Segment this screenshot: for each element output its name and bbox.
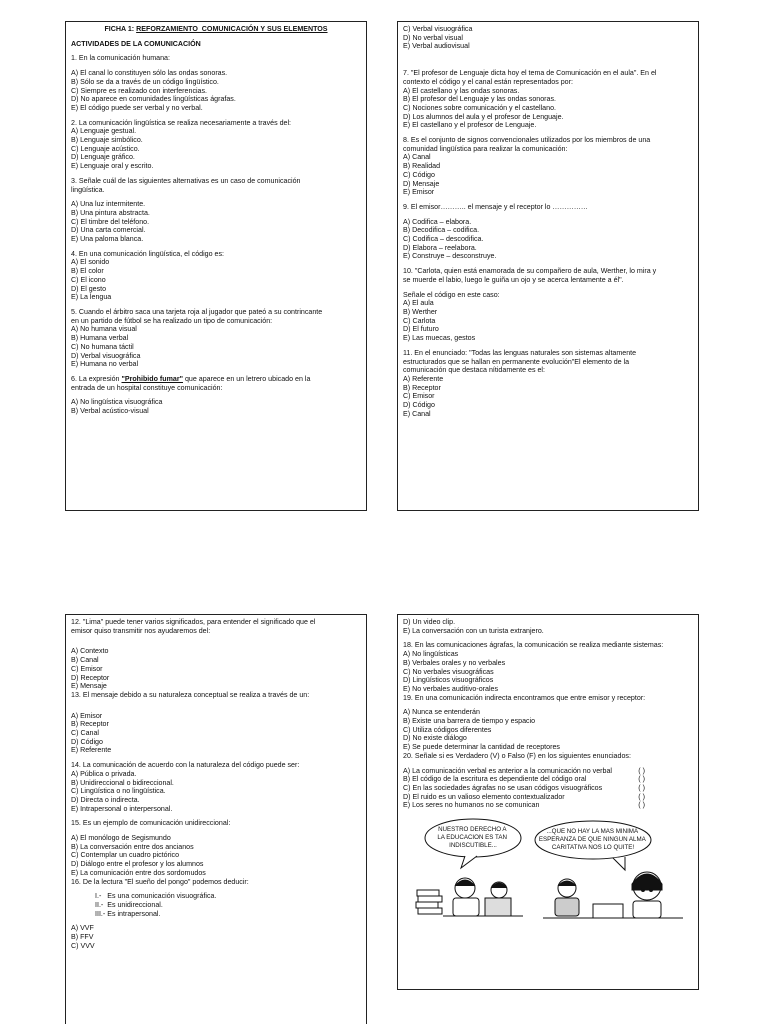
question-13 (71, 691, 361, 700)
question-18-options-line: A) No lingüísticas (403, 650, 459, 659)
question-8-options-line: A) Canal (403, 153, 431, 162)
question-8-line: 8. Es el conjunto de signos convencionales utilizados por los miembros de una (403, 136, 651, 145)
question-8-options-line: C) Código (403, 170, 435, 179)
question-18-options-line: E) No verbales auditivo-orales (403, 684, 499, 693)
question-8-options (403, 153, 693, 197)
question-10-line: 10. "Carlota, quien está enamorada de su compañero de aula, Werther, lo mira y (403, 267, 657, 276)
question-9-options-line: E) Construye – desconstruye. (403, 252, 497, 261)
question-4-options-line: C) El icono (71, 275, 106, 284)
question-13-options-line: C) Canal (71, 729, 99, 738)
question-14 (71, 761, 361, 770)
question-4-line: 4. En una comunicación lingüística, el código es: (71, 249, 225, 258)
question-15-options (71, 834, 361, 878)
tf-answer-box[interactable]: ( ) (638, 775, 645, 784)
question-20 (403, 752, 693, 761)
question-20-statements (403, 767, 693, 811)
question-11-line: estructurados que se hallan en permanente evolución"El elemento de la (403, 357, 630, 366)
question-13-line: 13. El mensaje debido a su naturaleza conceptual se realiza a través de un: (71, 690, 310, 699)
question-16-items (71, 892, 361, 918)
question-13-options-line: A) Emisor (71, 711, 103, 720)
question-5-line: 5. Cuando el árbitro saca una tarjeta roja al jugador que pateó a su contrincante (71, 307, 323, 316)
worksheet-panel-1 (65, 21, 367, 511)
question-7-line: contexto el código y el canal están representados por: (403, 77, 573, 86)
question-16-items-line: III.- Es intrapersonal. (95, 909, 161, 918)
tf-statement-text: D) El ruido es un valioso elemento contextualizador (403, 792, 565, 801)
question-18-options-line: D) Lingüísticos visuográficos (403, 676, 494, 685)
question-5-options (71, 325, 361, 369)
question-11-options-line: C) Emisor (403, 392, 435, 401)
question-10-options-line: A) El aula (403, 299, 434, 308)
question-15-options-line: C) Contemplar un cuadro pictórico (71, 851, 180, 860)
question-18-options-line: C) No verbales visuográficas (403, 667, 494, 676)
question-9-options-line: A) Codifica – elabora. (403, 217, 472, 226)
question-11-options-line: B) Receptor (403, 383, 441, 392)
question-16-items-line: I.- Es una comunicación visuográfica. (95, 892, 217, 901)
question-1-options-line: A) El canal lo constituyen sólo las ondas sonoras. (71, 69, 228, 78)
question-12 (71, 618, 361, 635)
question-11-line: comunicación que destaca nítidamente es el: (403, 366, 545, 375)
question-16-options-line: B) FFV (71, 933, 94, 942)
question-1-line: 1. En la comunicación humana: (71, 54, 170, 63)
tf-answer-box[interactable]: ( ) (638, 801, 645, 810)
question-14-options (71, 770, 361, 814)
question-19-options-line: B) Existe una barrera de tiempo y espacio (403, 717, 536, 726)
bubble-right-line-3: CARITATIVA NOS LO QUITE! (551, 844, 635, 852)
question-9-options (403, 218, 693, 262)
question-7-options-line: A) El castellano y las ondas sonoras. (403, 86, 520, 95)
question-2-line: 2. La comunicación lingüística se realiza necesariamente a través del: (71, 118, 292, 127)
question-9-options-line: B) Decodifica – codifica. (403, 226, 480, 235)
question-6-line2: entrada de un hospital constituye comunicación: (71, 383, 223, 392)
question-10-options-line: B) Werther (403, 307, 438, 316)
question-7 (403, 69, 693, 86)
question-10 (403, 267, 693, 284)
question-15-line: 15. Es un ejemplo de comunicación unidireccional: (71, 819, 231, 828)
question-3 (71, 177, 361, 194)
question-3-line: 3. Señale cuál de las siguientes alternativas es un caso de comunicación (71, 176, 301, 185)
question-6: 6. La expresión "Prohibido fumar" que aparece en un letrero ubicado en la (71, 374, 311, 383)
tf-statement (403, 801, 693, 810)
question-16-options-line: C) VVV (71, 941, 95, 950)
tf-statement-text: E) Los seres no humanos no se comunican (403, 801, 540, 810)
question-6-options-line: A) No lingüística visuográfica (71, 398, 163, 407)
question-1-options-line: D) No aparece en comunidades lingüísticas ágrafas. (71, 95, 236, 104)
question-8-options-line: E) Emisor (403, 188, 435, 197)
bubble-left-line-2: LA EDUCACION ES TAN (437, 834, 507, 842)
question-16-items-line: II.- Es unidireccional. (95, 900, 163, 909)
question-12-options-line: D) Receptor (71, 673, 110, 682)
question-1-options-line: C) Siempre es realizado con interferencias. (71, 86, 208, 95)
question-9-options-line: C) Codifica – descodifica. (403, 235, 484, 244)
question-10-sub-line: Señale el código en este caso: (403, 290, 500, 299)
question-6-options-line: B) Verbal acústico-visual (71, 407, 149, 416)
question-4-options-line: E) La lengua (71, 293, 112, 302)
question-2-options-line: A) Lenguaje gestual. (71, 127, 137, 136)
question-6-options-cont (403, 25, 693, 51)
question-12-options-line: A) Contexto (71, 647, 109, 656)
question-7-options-line: C) Nociones sobre comunicación y el castellano. (403, 103, 556, 112)
question-7-line: 7. "El profesor de Lenguaje dicta hoy el tema de Comunicación en el aula". En el (403, 69, 657, 78)
question-1 (71, 54, 361, 63)
question-15 (71, 819, 361, 828)
question-4-options-line: D) El gesto (71, 284, 107, 293)
question-15-options-line: B) La conversación entre dos ancianos (71, 842, 194, 851)
question-6-options-cont-line: C) Verbal visuográfica (403, 25, 473, 33)
question-2-options-line: D) Lenguaje gráfico. (71, 153, 135, 162)
question-8 (403, 136, 693, 153)
question-1-options-line: B) Sólo se da a través de un código lingüístico. (71, 77, 219, 86)
question-14-line: 14. La comunicación de acuerdo con la naturaleza del código puede ser: (71, 761, 300, 770)
question-11-options-line: E) Canal (403, 409, 431, 418)
question-10-options-line: D) El futuro (403, 325, 439, 334)
question-3-options-line: C) El timbre del teléfono. (71, 217, 150, 226)
question-3-options-line: D) Una carta comercial. (71, 226, 146, 235)
question-4-options-line: A) El sonido (71, 258, 110, 267)
question-18-line: 18. En las comunicaciones ágrafas, la comunicación se realiza mediante sistemas: (403, 641, 664, 650)
tf-statement (403, 775, 693, 784)
worksheet-panel-3 (65, 614, 367, 1024)
question-9 (403, 203, 693, 212)
worksheet-panel-2 (397, 21, 699, 511)
question-13-options-line: E) Referente (71, 746, 112, 755)
question-3-options-line: B) Una pintura abstracta. (71, 208, 150, 217)
question-18-options (403, 650, 693, 694)
question-4-options (71, 258, 361, 302)
question-12-line: emisor quiso transmitir nos ayudaremos del: (71, 626, 211, 635)
question-19 (403, 694, 693, 703)
question-17-options-cont (403, 618, 693, 635)
bubble-right-line-1: ...QUE NO HAY LA MAS MINIMA (546, 828, 638, 836)
question-2-options (71, 127, 361, 171)
worksheet-title: FICHA 1: REFORZAMIENTO COMUNICACIÓN Y SUS ELEMENTOS (104, 25, 328, 33)
question-11-options-line: D) Código (403, 401, 435, 410)
question-2-options-line: B) Lenguaje simbólico. (71, 136, 143, 145)
question-10-sub (403, 291, 693, 300)
question-19-options-line: A) Nunca se entenderán (403, 708, 480, 717)
question-14-options-line: A) Pública o privada. (71, 769, 137, 778)
question-5-options-line: A) No humana visual (71, 325, 137, 334)
question-16-line: 16. De la lectura "El sueño del pongo" podemos deducir: (71, 877, 249, 886)
question-12-options-line: E) Mensaje (71, 682, 107, 691)
question-6-options-cont-line: D) No verbal visual (403, 33, 463, 42)
question-1-options-line: E) El código puede ser verbal y no verbal. (71, 103, 203, 112)
question-8-line: comunidad lingüística para realizar la comunicación: (403, 144, 568, 153)
tf-statement (403, 784, 693, 793)
question-17-options-cont-line: D) Un video clip. (403, 618, 456, 626)
question-16 (71, 878, 361, 887)
question-11-options-line: A) Referente (403, 374, 444, 383)
question-2-options-line: C) Lenguaje acústico. (71, 144, 140, 153)
question-3-options-line: E) Una paloma blanca. (71, 235, 144, 244)
question-11-options (403, 375, 693, 419)
question-12-options-line: B) Canal (71, 656, 99, 665)
question-7-options-line: D) Los alumnos del aula y el profesor de Lenguaje. (403, 112, 564, 121)
question-15-options-line: E) La comunicación entre dos sordomudos (71, 868, 206, 877)
question-11 (403, 349, 693, 375)
question-5-options-line: D) Verbal visuográfica (71, 351, 141, 360)
question-3-options-line: A) Una luz intermitente. (71, 200, 146, 209)
question-5 (71, 308, 361, 325)
question-10-options (403, 299, 693, 343)
question-5-options-line: E) Humana no verbal (71, 360, 139, 369)
question-5-options-line: B) Humana verbal (71, 334, 129, 343)
question-17-options-cont-line: E) La conversación con un turista extranjero. (403, 626, 544, 635)
question-20-line: 20. Señale si es Verdadero (V) o Falso (F) en los siguientes enunciados: (403, 751, 631, 760)
right-children-figure (543, 872, 683, 918)
question-19-options-line: E) Se puede determinar la cantidad de receptores (403, 743, 560, 752)
mafalda-comic (403, 816, 689, 928)
question-18-options-line: B) Verbales orales y no verbales (403, 658, 506, 667)
question-14-options-line: B) Unidireccional o bidireccional. (71, 778, 174, 787)
question-18 (403, 641, 693, 650)
question-14-options-line: C) Lingüística o no lingüística. (71, 787, 166, 796)
tf-statement-text: C) En las sociedades ágrafas no se usan códigos visuográficos (403, 783, 603, 792)
tf-answer-box[interactable]: ( ) (638, 783, 645, 792)
question-9-line: 9. El emisor……….. el mensaje y el receptor lo …………… (403, 202, 588, 211)
svg-text:...QUE NO HAY LA MAS MINIMA (539, 828, 647, 851)
question-11-line: 11. En el enunciado: "Todas las lenguas naturales son sistemas altamente (403, 348, 637, 357)
question-14-options-line: D) Directa o indirecta. (71, 795, 140, 804)
bubble-left-line-1: NUESTRO DERECHO A (438, 826, 507, 834)
worksheet-panel-4 (397, 614, 699, 990)
question-8-options-line: B) Realidad (403, 162, 441, 171)
question-4 (71, 250, 361, 259)
tf-answer-box[interactable]: ( ) (638, 792, 645, 801)
question-12-line: 12. "Lima" puede tener varios significados, para entender el significado que el (71, 618, 316, 626)
question-19-options-line: D) No existe diálogo (403, 734, 467, 743)
question-10-options-line: E) Las muecas, gestos (403, 334, 476, 343)
question-9-options-line: D) Elabora – reelabora. (403, 243, 477, 252)
question-19-options-line: C) Utiliza códigos diferentes (403, 725, 492, 734)
tf-statement-text: A) La comunicación verbal es anterior a la comunicación no verbal (403, 766, 612, 775)
question-13-options-line: D) Código (71, 737, 103, 746)
left-child-figure (416, 878, 523, 916)
question-16-options (71, 924, 361, 950)
question-4-options-line: B) El color (71, 267, 104, 276)
section-subtitle: ACTIVIDADES DE LA COMUNICACIÓN (71, 39, 201, 48)
question-7-options (403, 87, 693, 131)
question-10-options-line: C) Carlota (403, 316, 436, 325)
question-19-options (403, 708, 693, 752)
question-12-options (71, 647, 361, 691)
tf-statement (403, 767, 693, 776)
tf-statement-text: B) El código de la escritura es dependiente del código oral (403, 775, 587, 784)
question-2 (71, 119, 361, 128)
question-7-options-line: E) El castellano y el profesor de Lenguaje. (403, 121, 537, 130)
question-15-options-line: A) El monólogo de Segismundo (71, 834, 171, 843)
question-5-line: en un partido de fútbol se ha realizado un tipo de comunicación: (71, 316, 273, 325)
tf-statement (403, 793, 693, 802)
question-3-line: lingüística. (71, 185, 105, 194)
question-8-options-line: D) Mensaje (403, 179, 440, 188)
tf-answer-box[interactable]: ( ) (638, 766, 645, 775)
question-6-options-cont-line: E) Verbal audiovisual (403, 42, 470, 51)
bubble-left-line-3: INDISCUTIBLE... (449, 842, 497, 850)
question-12-options-line: C) Emisor (71, 664, 103, 673)
question-16-options-line: A) VVF (71, 924, 94, 933)
question-13-options (71, 712, 361, 756)
question-10-line: se muerde el labio, luego le guiña un ojo y se acerca lentamente a él". (403, 275, 624, 284)
question-7-options-line: B) El profesor del Lenguaje y las ondas sonoras. (403, 95, 557, 104)
question-14-options-line: E) Intrapersonal o interpersonal. (71, 804, 173, 813)
question-5-options-line: C) No humana táctil (71, 342, 134, 351)
question-15-options-line: D) Diálogo entre el profesor y los alumnos (71, 860, 204, 869)
question-6-options (71, 398, 361, 415)
bubble-right-line-2: ESPERANZA DE QUE NINGUN ALMA (538, 836, 646, 844)
question-19-line: 19. En una comunicación indirecta encontramos que entre emisor y receptor: (403, 693, 646, 702)
question-2-options-line: E) Lenguaje oral y escrito. (71, 162, 154, 171)
question-3-options (71, 200, 361, 244)
question-1-options (71, 69, 361, 113)
question-13-options-line: B) Receptor (71, 720, 109, 729)
